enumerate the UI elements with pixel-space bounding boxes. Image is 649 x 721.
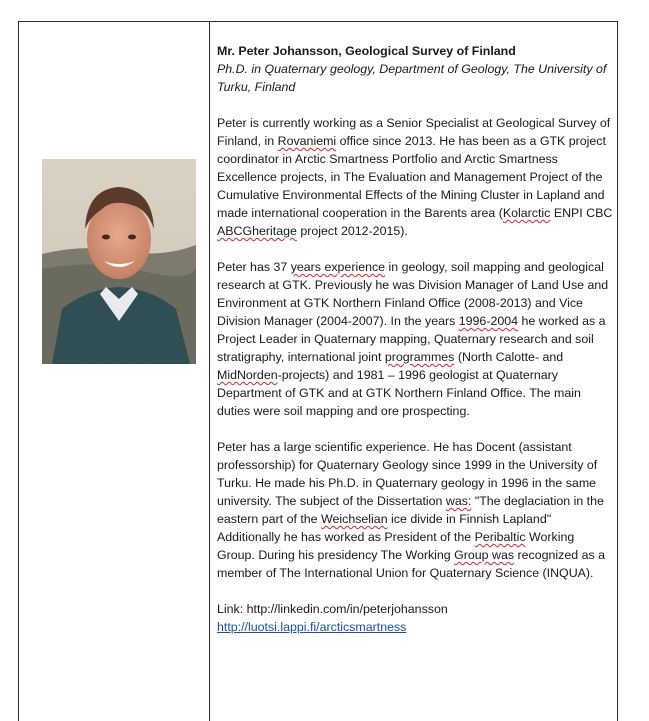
spellcheck-word: ABCGheritage <box>217 224 297 238</box>
arcticsmartness-link[interactable]: http://luotsi.lappi.fi/arcticsmartness <box>217 620 407 634</box>
spellcheck-word: programmes <box>384 350 455 364</box>
text-run: ENPI CBC <box>550 206 613 220</box>
text-run: he worked as a Project Leader in Quaternary mapping, Quaternary research and soil stratigraphy, international joint <box>217 314 606 364</box>
bio-paragraph-scientific <box>217 438 615 582</box>
spellcheck-word: Peribaltic <box>474 530 526 544</box>
text-run: recognized as a member of The International Union for Quaternary Science (INQUA). <box>217 548 605 580</box>
degree-title: Ph.D. in Quaternary geology, Department of Geology, The University of Turku, Finland <box>217 62 607 94</box>
text-run: (North Calotte- and <box>454 350 564 364</box>
text-run: office since 2013. He has been as a GTK project coordinator in Arctic Smartness Portfolio and Arctic Smartness Excellence projects, in The Evaluation and Management Project of the Cumulative Environmental Effects of the Mining Cluster in Lapland and made international cooperation in the Barents area ( <box>217 134 606 220</box>
text-run: "The deglaciation in the eastern part of the <box>217 494 604 526</box>
column-divider <box>209 22 210 721</box>
spellcheck-word: Rovaniemi <box>277 134 337 148</box>
text-run: Peter has a large scientific experience. He has Docent (assistant professorship) for Quaternary Geology since 1999 in the University of Turku. He made his Ph.D. in Quaternary geology in 1996 in the same university. The subject of the Dissertation <box>217 440 598 508</box>
bio-paragraph-experience <box>217 258 615 420</box>
spellcheck-word: Weichselian <box>321 512 388 526</box>
header-block <box>217 42 615 96</box>
text-run: -projects) and 1981 – 1996 geologist at Quaternary Department of GTK and at GTK Northern Finland Office. The main duties were soil mapping and ore prospecting. <box>217 368 581 418</box>
person-name: Mr. Peter Johansson, Geological Survey of Finland <box>217 44 516 58</box>
linkedin-link-text: Link: http://linkedin.com/in/peterjohansson <box>217 602 448 616</box>
spellcheck-word: Kolarctic <box>502 206 551 220</box>
text-run: ice divide in Finnish Lapland" Additionally he has worked as President of the <box>217 512 552 544</box>
spellcheck-word: years experience <box>290 260 386 274</box>
spellcheck-word: 1996-2004 <box>458 314 519 328</box>
bio-paragraph-current-role <box>217 114 615 240</box>
spellcheck-word: MidNorden <box>217 368 278 382</box>
portrait-photo <box>42 159 196 364</box>
spellcheck-word: Group was <box>454 548 515 562</box>
text-run: Peter has 37 <box>217 260 291 274</box>
bio-text-cell <box>217 42 615 654</box>
text-run: Peter is currently working as a Senior Specialist at Geological Survey of Finland, in <box>217 116 611 148</box>
text-run: Working Group. During his presidency The Working <box>217 530 575 562</box>
text-run: project 2012-2015). <box>296 224 408 238</box>
spellcheck-word: was: <box>445 494 472 508</box>
text-run: in geology, soil mapping and geological research at GTK. Previously he was Division Manager of Land Use and Environment at GTK Northern Finland Office (2008-2013) and Vice Division Manager (2004-2007). In the years <box>217 260 609 328</box>
profile-table <box>18 21 618 721</box>
links-block <box>217 600 615 636</box>
